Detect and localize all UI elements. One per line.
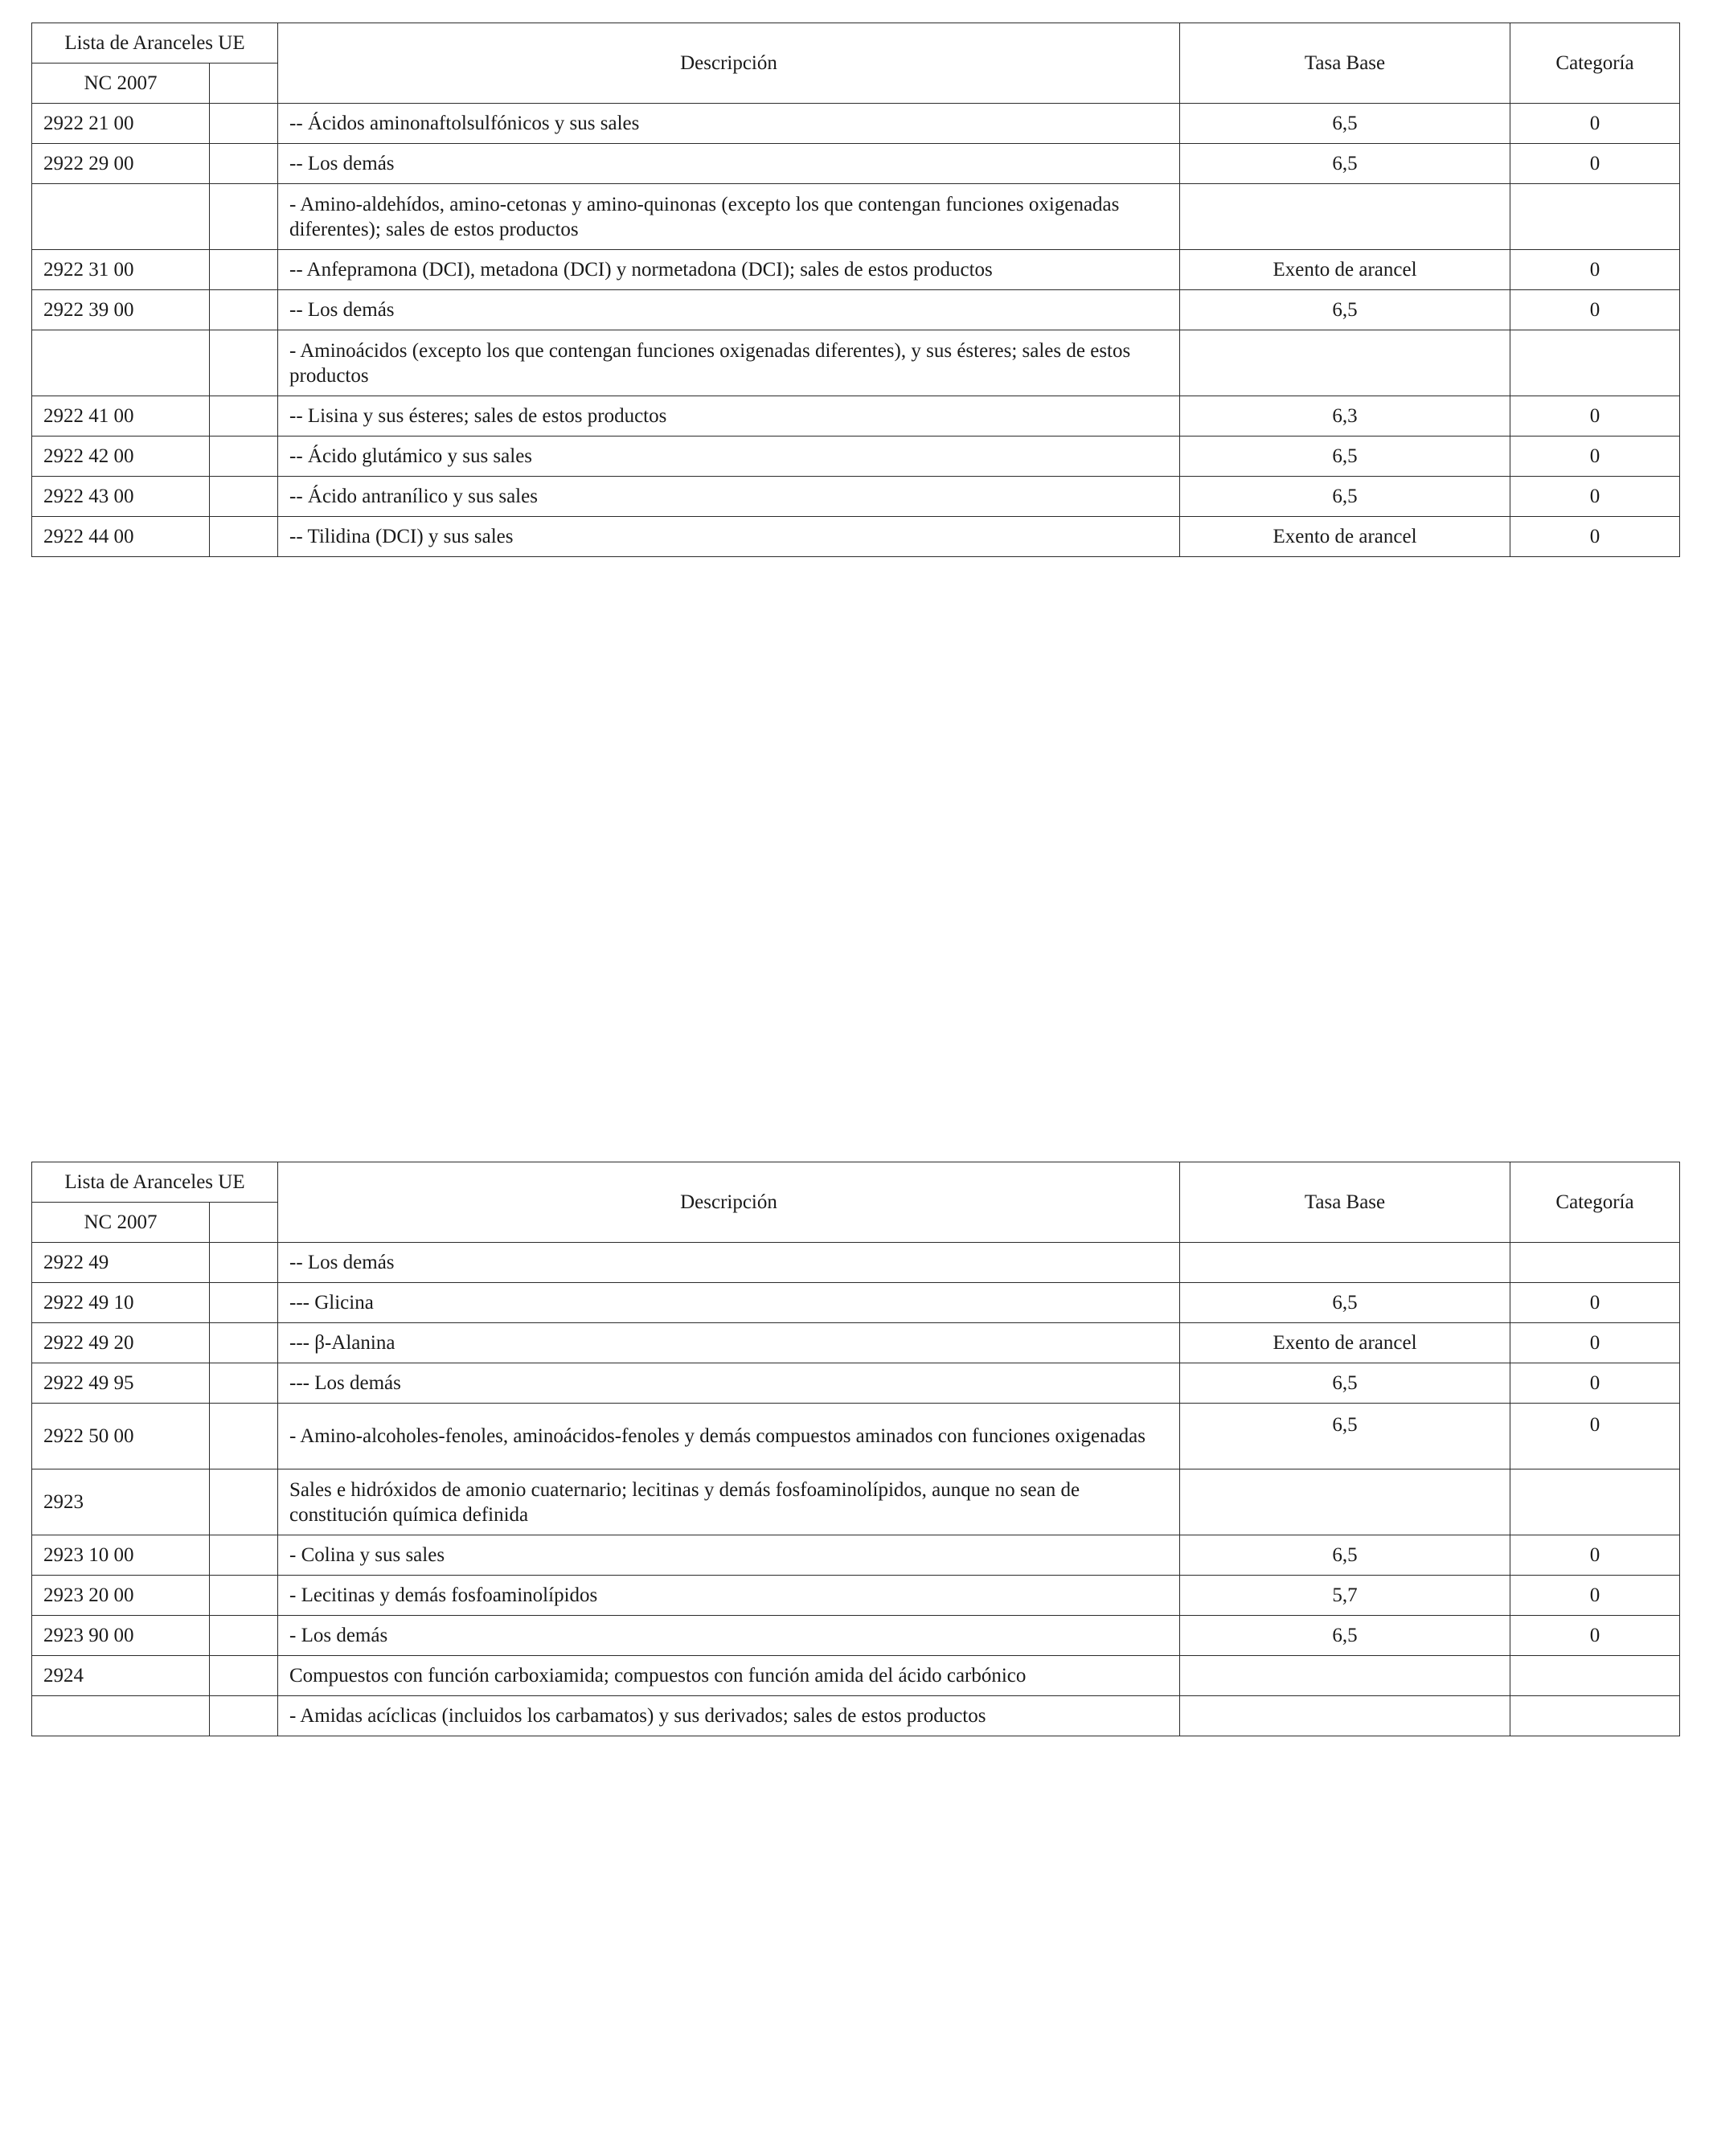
cell-sub — [210, 396, 278, 437]
table-row — [32, 1283, 1680, 1323]
table-row — [32, 437, 1680, 477]
table-row — [32, 1535, 1680, 1576]
table-row — [32, 1404, 1680, 1469]
cell-code: 2922 42 00 — [32, 437, 210, 477]
cell-rate: 6,5 — [1180, 104, 1510, 144]
cell-rate: 6,5 — [1180, 477, 1510, 517]
cell-rate — [1180, 330, 1510, 396]
cell-category — [1510, 1656, 1680, 1696]
table-row — [32, 1323, 1680, 1363]
table-header-row — [32, 1162, 1680, 1203]
header-nc: NC 2007 — [32, 1203, 210, 1243]
cell-code — [32, 1696, 210, 1736]
header-descripcion: Descripción — [278, 1162, 1180, 1243]
table-row — [32, 144, 1680, 184]
table-row — [32, 1469, 1680, 1535]
cell-sub — [210, 477, 278, 517]
cell-sub — [210, 1323, 278, 1363]
cell-rate: 6,5 — [1180, 290, 1510, 330]
cell-sub — [210, 1469, 278, 1535]
cell-description: - Amino-alcoholes-fenoles, aminoácidos-fenoles y demás compuestos aminados con funciones oxigenadas — [278, 1404, 1180, 1469]
cell-sub — [210, 517, 278, 557]
table-row — [32, 1616, 1680, 1656]
table-row — [32, 517, 1680, 557]
cell-code: 2923 — [32, 1469, 210, 1535]
cell-sub — [210, 1576, 278, 1616]
table-row — [32, 477, 1680, 517]
cell-sub — [210, 1696, 278, 1736]
cell-rate: Exento de arancel — [1180, 1323, 1510, 1363]
cell-rate — [1180, 1243, 1510, 1283]
cell-code: 2922 49 10 — [32, 1283, 210, 1323]
table-row — [32, 330, 1680, 396]
cell-category: 0 — [1510, 477, 1680, 517]
cell-rate: 6,5 — [1180, 144, 1510, 184]
cell-description: - Colina y sus sales — [278, 1535, 1180, 1576]
cell-category: 0 — [1510, 1616, 1680, 1656]
cell-code: 2922 21 00 — [32, 104, 210, 144]
cell-description: -- Ácidos aminonaftolsulfónicos y sus sales — [278, 104, 1180, 144]
table-row — [32, 104, 1680, 144]
header-tasa-base: Tasa Base — [1180, 1162, 1510, 1243]
cell-rate: Exento de arancel — [1180, 250, 1510, 290]
header-nc: NC 2007 — [32, 64, 210, 104]
cell-sub — [210, 330, 278, 396]
cell-category — [1510, 330, 1680, 396]
cell-rate: 6,5 — [1180, 1404, 1510, 1469]
header-lista: Lista de Aranceles UE — [32, 23, 278, 64]
cell-sub — [210, 437, 278, 477]
cell-category — [1510, 184, 1680, 250]
cell-code: 2922 29 00 — [32, 144, 210, 184]
cell-rate — [1180, 184, 1510, 250]
cell-description: -- Lisina y sus ésteres; sales de estos productos — [278, 396, 1180, 437]
table-row — [32, 1243, 1680, 1283]
cell-category: 0 — [1510, 1535, 1680, 1576]
cell-code: 2923 90 00 — [32, 1616, 210, 1656]
cell-description: - Amidas acíclicas (incluidos los carbamatos) y sus derivados; sales de estos productos — [278, 1696, 1180, 1736]
cell-category: 0 — [1510, 1323, 1680, 1363]
table-row — [32, 396, 1680, 437]
table-row — [32, 184, 1680, 250]
cell-description: -- Los demás — [278, 290, 1180, 330]
table-row — [32, 250, 1680, 290]
cell-rate: 6,5 — [1180, 1363, 1510, 1404]
table-header-row — [32, 23, 1680, 64]
cell-description: - Lecitinas y demás fosfoaminolípidos — [278, 1576, 1180, 1616]
cell-code: 2922 50 00 — [32, 1404, 210, 1469]
header-descripcion: Descripción — [278, 23, 1180, 104]
cell-rate: 6,3 — [1180, 396, 1510, 437]
cell-category: 0 — [1510, 1283, 1680, 1323]
tariff-table-2 — [31, 1162, 1680, 1736]
cell-code: 2922 49 95 — [32, 1363, 210, 1404]
cell-category: 0 — [1510, 437, 1680, 477]
cell-description: --- β-Alanina — [278, 1323, 1180, 1363]
cell-code: 2922 43 00 — [32, 477, 210, 517]
header-tasa-base: Tasa Base — [1180, 23, 1510, 104]
cell-category: 0 — [1510, 290, 1680, 330]
cell-sub — [210, 104, 278, 144]
cell-rate — [1180, 1696, 1510, 1736]
cell-sub — [210, 1656, 278, 1696]
cell-code: 2922 39 00 — [32, 290, 210, 330]
header-lista: Lista de Aranceles UE — [32, 1162, 278, 1203]
cell-sub — [210, 184, 278, 250]
cell-sub — [210, 1616, 278, 1656]
cell-code — [32, 184, 210, 250]
cell-rate: 6,5 — [1180, 1283, 1510, 1323]
cell-rate: 6,5 — [1180, 1535, 1510, 1576]
table-row — [32, 1363, 1680, 1404]
cell-description: -- Tilidina (DCI) y sus sales — [278, 517, 1180, 557]
cell-category: 0 — [1510, 144, 1680, 184]
cell-description: -- Los demás — [278, 144, 1180, 184]
cell-rate — [1180, 1469, 1510, 1535]
cell-code: 2922 31 00 — [32, 250, 210, 290]
cell-category: 0 — [1510, 1404, 1680, 1469]
cell-rate: 5,7 — [1180, 1576, 1510, 1616]
cell-category: 0 — [1510, 104, 1680, 144]
cell-description: Compuestos con función carboxiamida; compuestos con función amida del ácido carbónico — [278, 1656, 1180, 1696]
cell-sub — [210, 1363, 278, 1404]
cell-rate: 6,5 — [1180, 437, 1510, 477]
header-empty-cell — [210, 1203, 278, 1243]
table-row — [32, 290, 1680, 330]
cell-description: - Amino-aldehídos, amino-cetonas y amino-quinonas (excepto los que contengan funciones oxigenadas diferentes); sales de estos productos — [278, 184, 1180, 250]
cell-sub — [210, 1404, 278, 1469]
table-row — [32, 1576, 1680, 1616]
cell-category — [1510, 1696, 1680, 1736]
cell-description: Sales e hidróxidos de amonio cuaternario; lecitinas y demás fosfoaminolípidos, aunque no sean de constitución química definida — [278, 1469, 1180, 1535]
cell-category: 0 — [1510, 1363, 1680, 1404]
cell-description: -- Ácido antranílico y sus sales — [278, 477, 1180, 517]
cell-description: --- Los demás — [278, 1363, 1180, 1404]
cell-description: -- Los demás — [278, 1243, 1180, 1283]
cell-code — [32, 330, 210, 396]
cell-description: -- Ácido glutámico y sus sales — [278, 437, 1180, 477]
cell-sub — [210, 1243, 278, 1283]
cell-code: 2923 20 00 — [32, 1576, 210, 1616]
cell-code: 2922 49 — [32, 1243, 210, 1283]
cell-code: 2923 10 00 — [32, 1535, 210, 1576]
table-row — [32, 1656, 1680, 1696]
cell-sub — [210, 250, 278, 290]
cell-category: 0 — [1510, 396, 1680, 437]
header-empty-cell — [210, 64, 278, 104]
cell-sub — [210, 290, 278, 330]
cell-description: --- Glicina — [278, 1283, 1180, 1323]
cell-description: -- Anfepramona (DCI), metadona (DCI) y normetadona (DCI); sales de estos productos — [278, 250, 1180, 290]
cell-category — [1510, 1243, 1680, 1283]
table-row — [32, 1696, 1680, 1736]
cell-code: 2924 — [32, 1656, 210, 1696]
cell-rate: 6,5 — [1180, 1616, 1510, 1656]
cell-code: 2922 44 00 — [32, 517, 210, 557]
cell-code: 2922 41 00 — [32, 396, 210, 437]
cell-category — [1510, 1469, 1680, 1535]
cell-description: - Los demás — [278, 1616, 1180, 1656]
cell-description: - Aminoácidos (excepto los que contengan funciones oxigenadas diferentes), y sus ésteres; sales de estos productos — [278, 330, 1180, 396]
cell-category: 0 — [1510, 517, 1680, 557]
cell-rate: Exento de arancel — [1180, 517, 1510, 557]
cell-rate — [1180, 1656, 1510, 1696]
header-categoria: Categoría — [1510, 1162, 1680, 1243]
cell-sub — [210, 1283, 278, 1323]
cell-code: 2922 49 20 — [32, 1323, 210, 1363]
cell-sub — [210, 144, 278, 184]
cell-category: 0 — [1510, 1576, 1680, 1616]
tariff-table-1 — [31, 23, 1680, 557]
cell-sub — [210, 1535, 278, 1576]
header-categoria: Categoría — [1510, 23, 1680, 104]
cell-category: 0 — [1510, 250, 1680, 290]
